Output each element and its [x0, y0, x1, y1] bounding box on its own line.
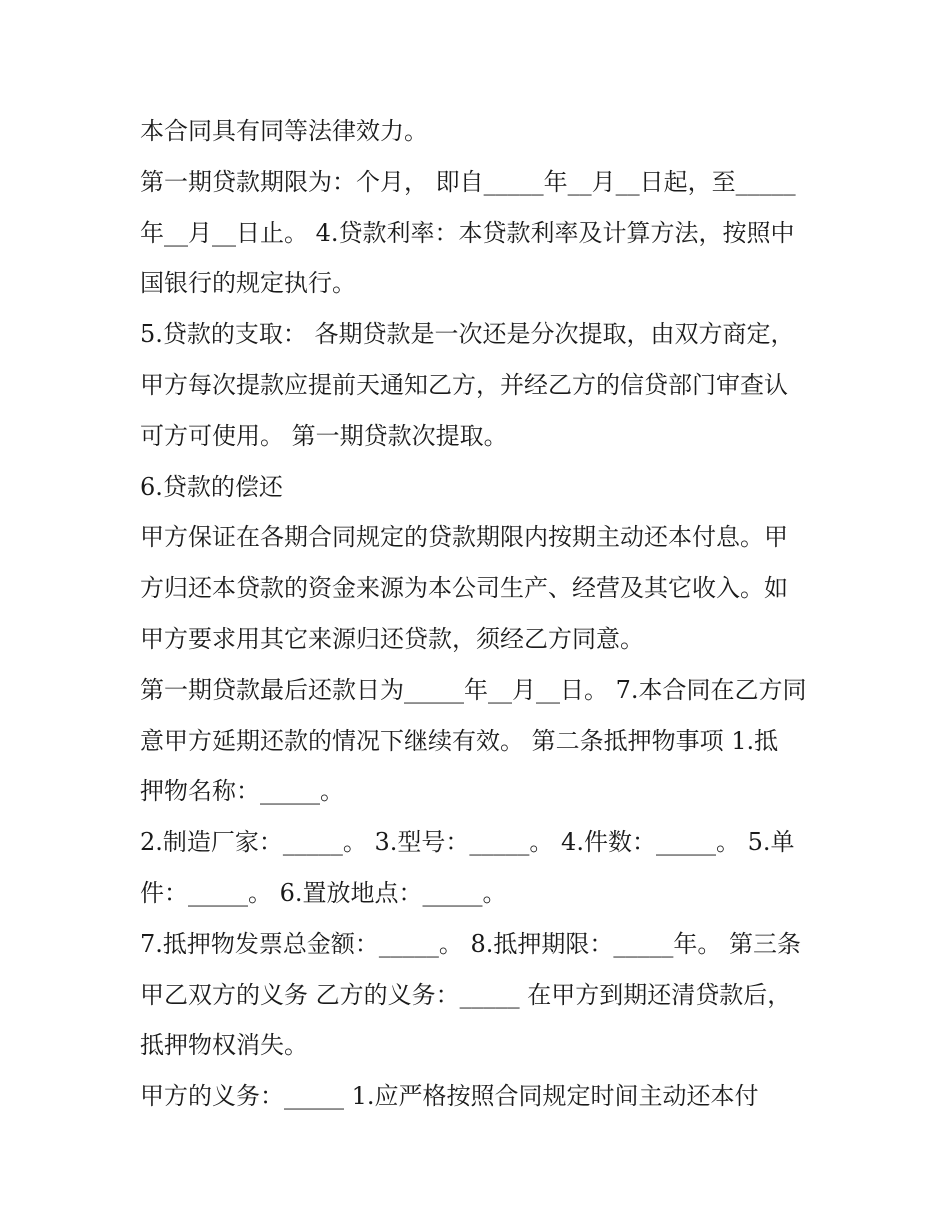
text-line: 7.抵押物发票总金额：_____。 8.抵押期限：_____年。 第三条 [140, 929, 802, 958]
text-line: 第一期贷款期限为：个月， 即自_____年__月__日起，至_____ [140, 167, 796, 196]
text-line: 件：_____。 6.置放地点：_____。 [140, 878, 507, 907]
document-body [140, 106, 820, 1122]
text-line: 甲方保证在各期合同规定的贷款期限内按期主动还本付息。甲 [140, 523, 788, 552]
section-heading: 6.贷款的偿还 [140, 472, 283, 501]
text-line: 5.贷款的支取： 各期贷款是一次还是分次提取，由双方商定， [140, 320, 795, 349]
text-line: 押物名称：_____。 [140, 777, 344, 806]
text-line: 甲方每次提款应提前天通知乙方，并经乙方的信贷部门审查认 [140, 370, 788, 399]
text-line: 2.制造厂家：_____。 3.型号：_____。 4.件数：_____。 5.单 [140, 828, 795, 857]
text-line: 甲方的义务：_____ 1.应严格按照合同规定时间主动还本付 [140, 1082, 759, 1111]
text-line: 年__月__日止。 4.贷款利率：本贷款利率及计算方法，按照中 [140, 218, 795, 247]
text-line: 可方可使用。 第一期贷款次提取。 [140, 421, 508, 450]
text-line: 方归还本贷款的资金来源为本公司生产、经营及其它收入。如 [140, 574, 788, 603]
text-line: 第一期贷款最后还款日为_____年__月__日。 7.本合同在乙方同 [140, 675, 807, 704]
text-line: 甲乙双方的义务 乙方的义务：_____ 在甲方到期还清贷款后， [140, 980, 792, 1009]
text-line: 甲方要求用其它来源归还贷款，须经乙方同意。 [140, 624, 644, 653]
text-line: 国银行的规定执行。 [140, 269, 356, 298]
text-line: 本合同具有同等法律效力。 [140, 117, 428, 145]
text-line: 意甲方延期还款的情况下继续有效。 第二条抵押物事项 1.抵 [140, 726, 779, 755]
text-line: 抵押物权消失。 [140, 1031, 308, 1060]
